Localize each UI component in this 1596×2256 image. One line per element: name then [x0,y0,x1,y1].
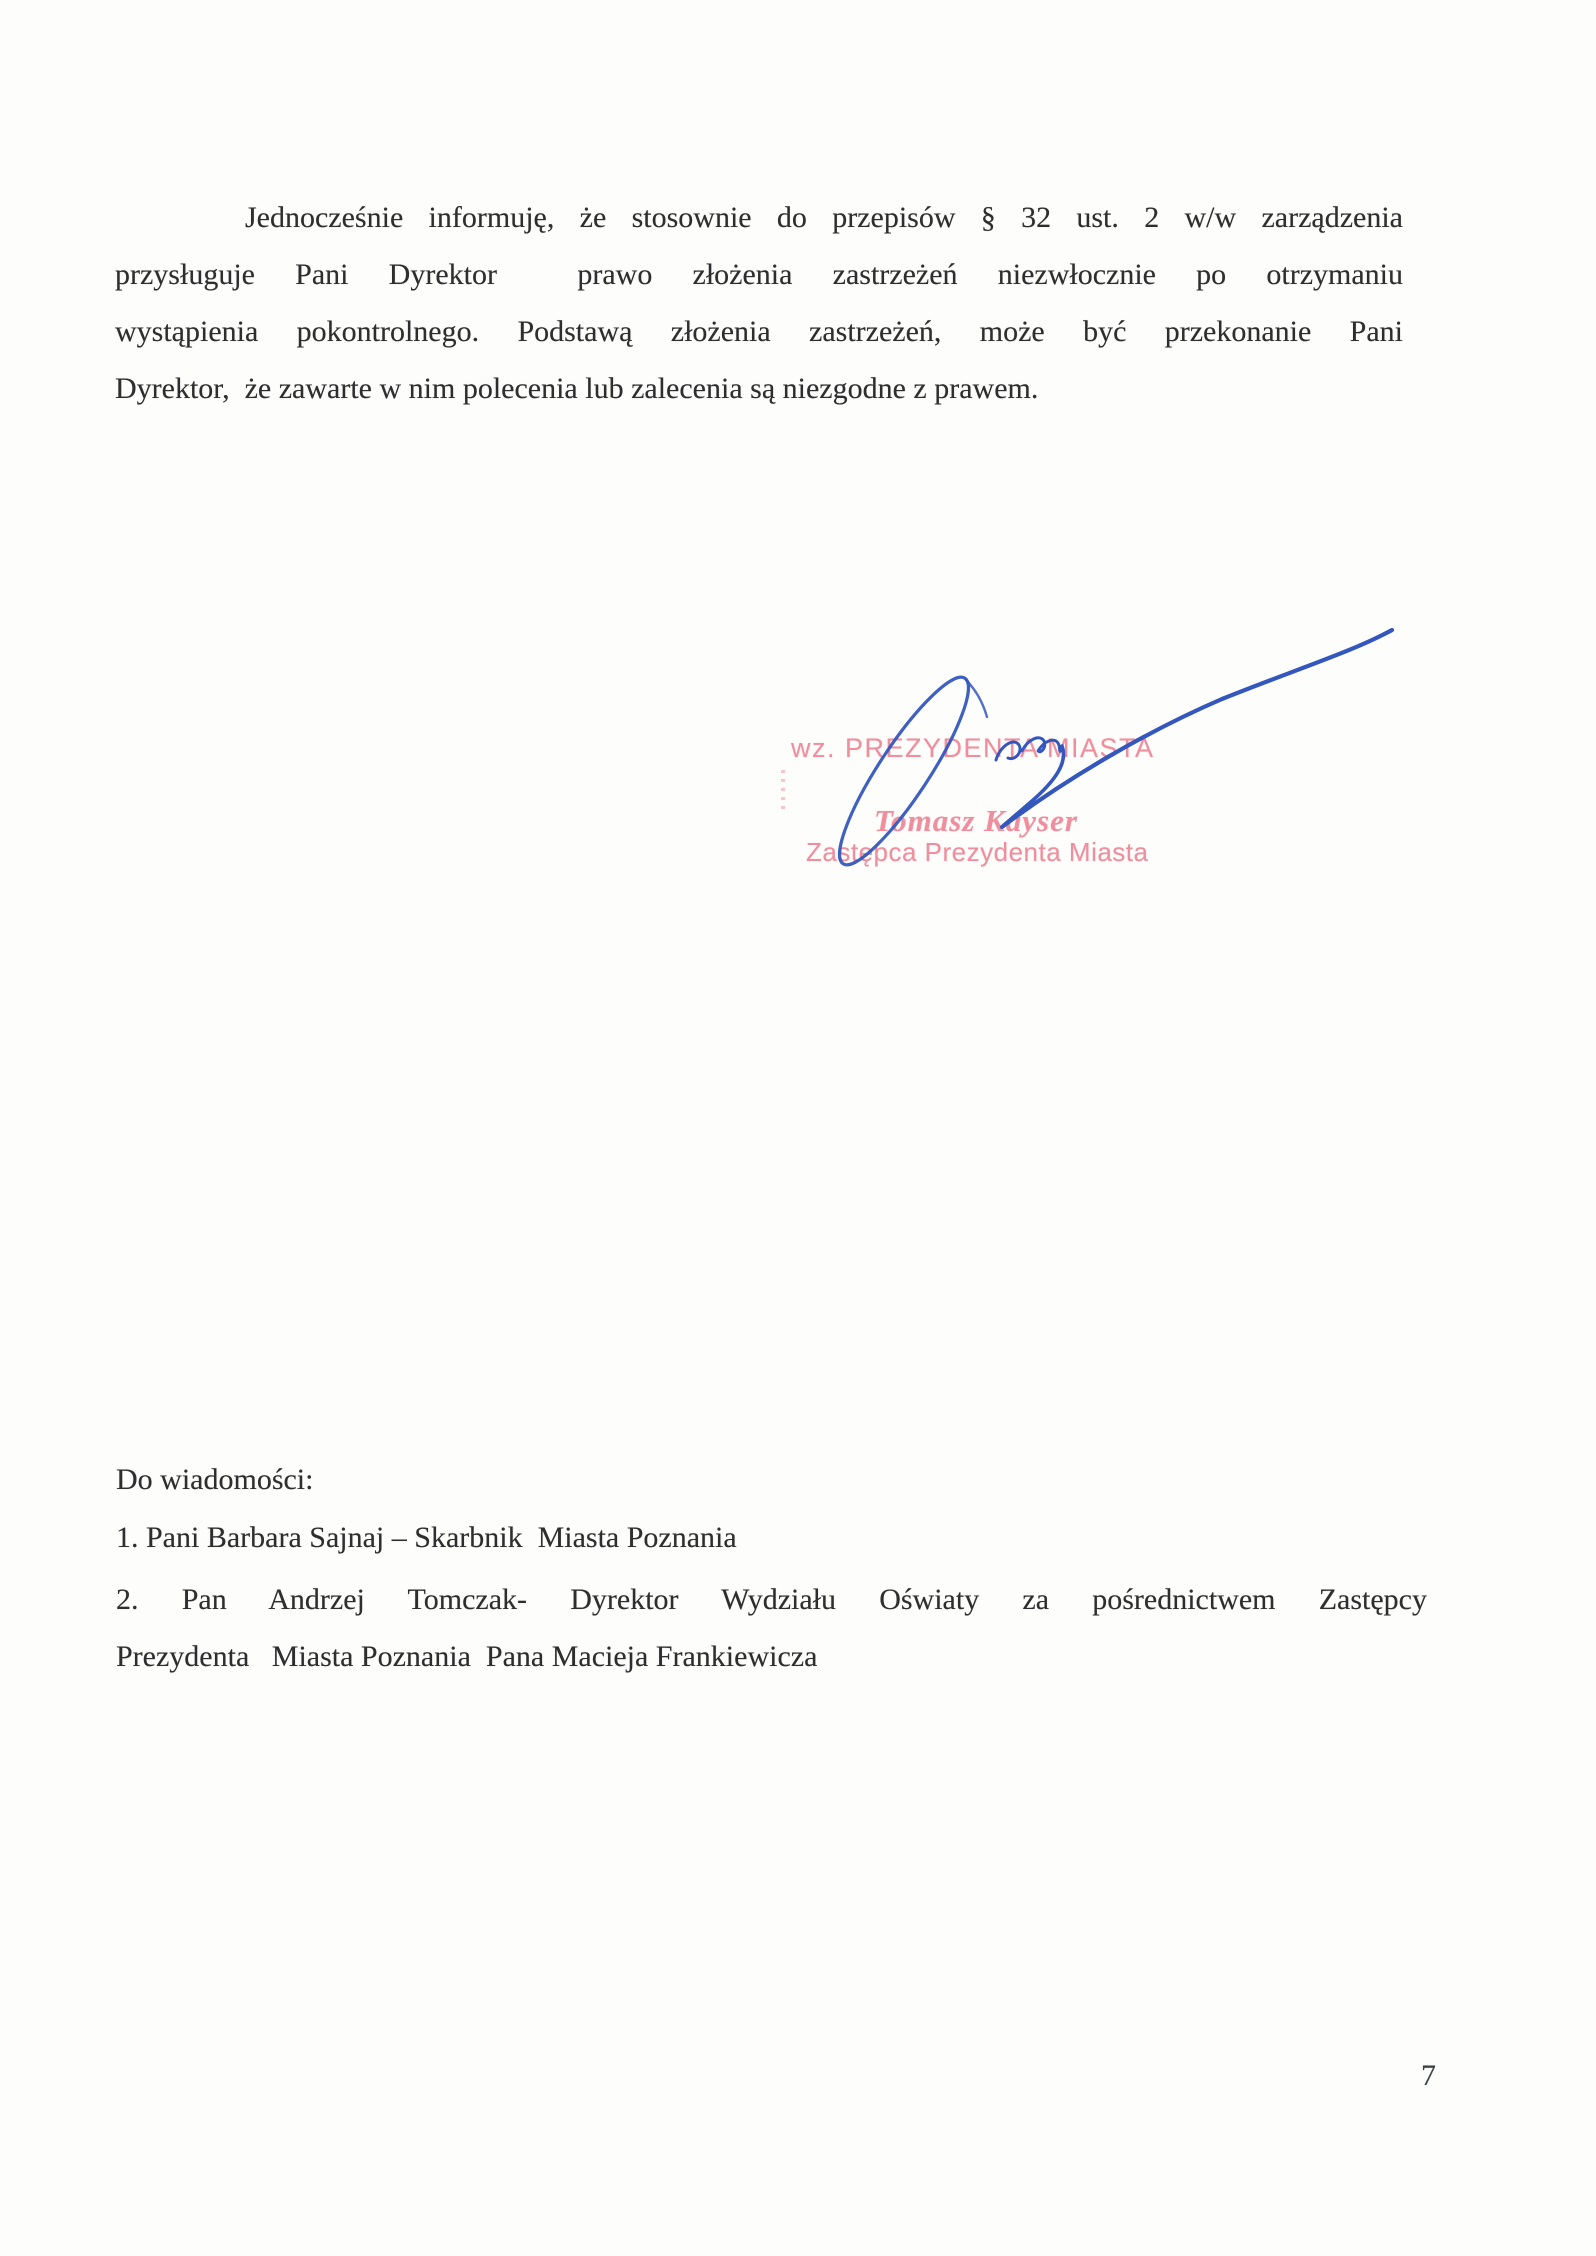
distribution-item: 2. Pan Andrzej Tomczak- Dyrektor Wydziału Oświaty za pośrednictwem Zastępcy [116,1583,1427,1616]
distribution-item: 1. Pani Barbara Sajnaj – Skarbnik Miasta Poznania [116,1521,737,1554]
distribution-header: Do wiadomości: [116,1463,314,1496]
page-number: 7 [1421,2059,1436,2092]
paragraph-line: przysługuje Pani Dyrektor prawo złożenia zastrzeżeń niezwłocznie po otrzymaniu [115,258,1403,291]
stamp-acting-for-mayor: wz. PREZYDENTA MIASTA [791,733,1155,763]
paragraph-line: wystąpienia pokontrolnego. Podstawą złożenia zastrzeżeń, może być przekonanie Pani [115,315,1403,348]
distribution-item: Prezydenta Miasta Poznania Pana Macieja Frankiewicza [116,1640,818,1673]
paragraph-line: Jednocześnie informuję, że stosownie do przepisów § 32 ust. 2 w/w zarządzenia [245,201,1403,234]
handwritten-signature [770,560,1430,900]
stamp-signer-title: Zastępca Prezydenta Miasta [806,837,1149,867]
paragraph-line: Dyrektor, że zawarte w nim polecenia lub zalecenia są niezgodne z prawem. [115,372,1039,405]
stamp-signer-name: Tomasz Kayser [874,803,1078,838]
